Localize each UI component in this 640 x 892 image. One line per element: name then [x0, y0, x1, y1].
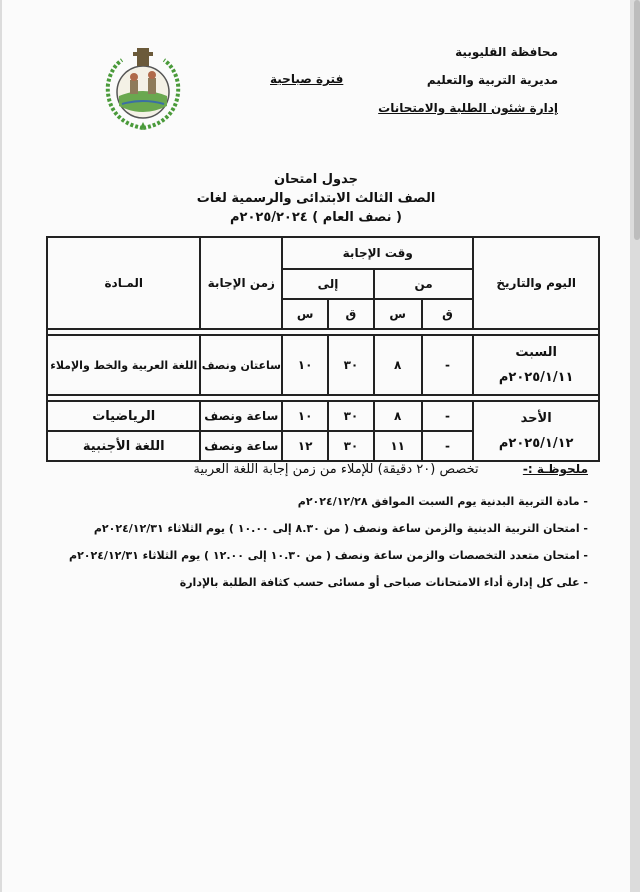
header-day-date: اليوم والتاريخ: [473, 237, 599, 329]
duration-cell: ساعتان ونصف: [200, 335, 282, 395]
to-hour-cell: ١٢: [282, 431, 328, 461]
from-hour-cell: ٨: [374, 335, 422, 395]
subject-cell: الرياضيات: [47, 401, 200, 431]
scrollbar-thumb[interactable]: [634, 0, 640, 240]
exam-date: ٢٠٢٥/١/١١م: [498, 370, 574, 385]
subject-cell: اللغة العربية والخط والإملاء: [47, 335, 200, 395]
note-item: - امتحان التربية الدينية والزمن ساعة ونصف ( من ٨.٣٠ إلى ١٠.٠٠ ) يوم الثلاثاء ٢٠٢٤/١٢/٣١م: [93, 522, 588, 535]
title-line-3: ( نصف العام ) ٢٠٢٥/٢٠٢٤م: [229, 210, 402, 225]
to-hour-cell: ١٠: [282, 401, 328, 431]
day-name: الأحد: [520, 411, 552, 426]
note-item: - على كل إدارة أداء الامتحانات صباحى أو مسائى حسب كثافة الطلبة بالإدارة: [179, 576, 588, 589]
header-answer-time: وقت الإجابة: [282, 237, 473, 269]
header-from: من: [374, 269, 474, 299]
day-date-cell: [473, 401, 599, 461]
duration-cell: ساعة ونصف: [200, 431, 282, 461]
subject-cell: اللغة الأجنبية: [47, 431, 200, 461]
from-minute-cell: -: [422, 431, 474, 461]
to-minute-cell: ٣٠: [328, 431, 374, 461]
exam-schedule-table: [46, 236, 600, 462]
note-item: - مادة التربية البدنية يوم السبت الموافق ٢٠٢٤/١٢/٢٨م: [297, 495, 588, 508]
from-minute-cell: -: [422, 401, 474, 431]
note-heading-line: [193, 462, 588, 477]
note-main-text: تخصص (٢٠ دقيقة) للإملاء من زمن إجابة اللغة العربية: [193, 462, 479, 477]
exam-date: ٢٠٢٥/١/١٢م: [498, 436, 574, 451]
to-minute-cell: ٣٠: [328, 401, 374, 431]
document-title-block: [2, 170, 630, 227]
header-answer-duration: زمن الإجابة: [200, 237, 282, 329]
note-item: - امتحان متعدد التخصصات والزمن ساعة ونصف ( من ١٠.٣٠ إلى ١٢.٠٠ ) يوم الثلاثاء ٢٠٢٤/١٢/٣١م: [69, 549, 588, 562]
department-name: إدارة شئون الطلبة والامتحانات: [378, 101, 558, 115]
shift-label: فترة صباحية: [270, 72, 344, 86]
governorate-name: محافظة القليوبية: [455, 45, 558, 59]
day-name: السبت: [515, 345, 557, 360]
notes-list: [28, 488, 588, 596]
from-hour-cell: ٨: [374, 401, 422, 431]
header-to-hour: س: [282, 299, 328, 329]
directorate-name: مديرية التربية والتعليم: [426, 73, 558, 87]
to-hour-cell: ١٠: [282, 335, 328, 395]
header-to-minute: ق: [328, 299, 374, 329]
table-row: [47, 335, 599, 395]
day-date-cell: [473, 335, 599, 395]
document-page: [2, 0, 630, 892]
header-subject: المـادة: [47, 237, 200, 329]
header-to: إلى: [282, 269, 374, 299]
header-from-minute: ق: [422, 299, 474, 329]
title-line-2: الصف الثالث الابتدائى والرسمية لغات: [196, 191, 436, 206]
from-minute-cell: -: [422, 335, 474, 395]
to-minute-cell: ٣٠: [328, 335, 374, 395]
title-line-1: جدول امتحان: [274, 172, 358, 187]
note-label: ملحوظـة :-: [522, 462, 588, 476]
governorate-emblem-icon: [100, 44, 186, 132]
header-from-hour: س: [374, 299, 422, 329]
duration-cell: ساعة ونصف: [200, 401, 282, 431]
issuer-block: [378, 38, 558, 122]
table-row: [47, 401, 599, 431]
from-hour-cell: ١١: [374, 431, 422, 461]
